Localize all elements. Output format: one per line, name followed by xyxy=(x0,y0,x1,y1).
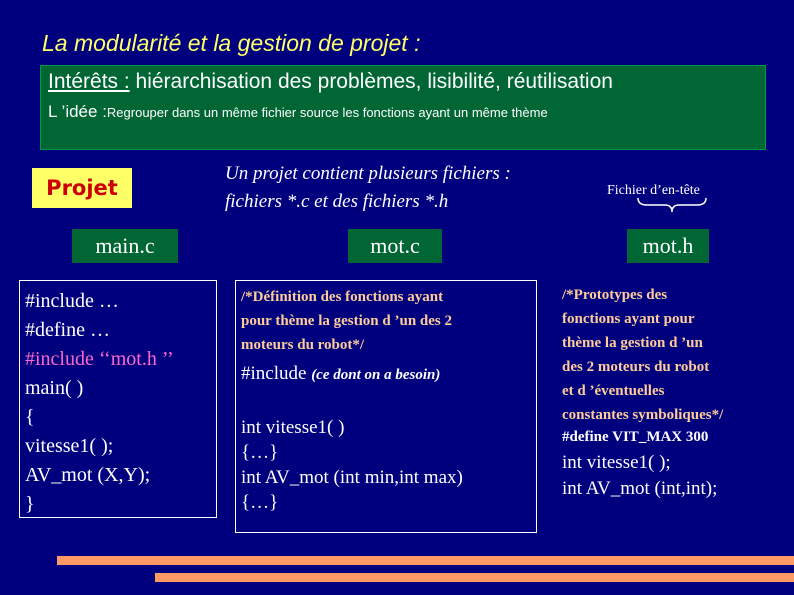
comment-line: constantes symboliques*/ xyxy=(562,407,724,423)
code-line: {…} xyxy=(241,492,279,513)
mot-c-functions xyxy=(241,415,536,515)
comment-line: et d ’éventuelles xyxy=(562,383,665,399)
comment-line: des 2 moteurs du robot xyxy=(562,359,710,375)
projet-description xyxy=(225,160,511,216)
code-line: int AV_mot (int min,int max) xyxy=(241,467,463,488)
code-line: { xyxy=(25,406,35,428)
code-line: {…} xyxy=(241,442,279,463)
code-line: vitesse1( ); xyxy=(25,435,114,457)
code-line: int AV_mot (int,int); xyxy=(562,478,718,499)
mot-h-comment xyxy=(562,283,784,427)
code-line: AV_mot (X,Y); xyxy=(25,464,151,486)
comment-line: fonctions ayant pour xyxy=(562,311,695,327)
brace-icon xyxy=(637,197,707,213)
mot-h-define: #define VIT_MAX 300 xyxy=(562,429,709,445)
include-note: (ce dont on a besoin) xyxy=(311,367,441,383)
comment-line: /*Prototypes des xyxy=(562,287,668,303)
code-line: } xyxy=(25,493,35,515)
decorative-bar xyxy=(155,573,794,582)
idee-text: Regrouper dans un même fichier source les fonctions ayant un même thème xyxy=(106,105,548,120)
mot-c-include xyxy=(241,363,536,385)
main-c-code xyxy=(19,280,217,518)
comment-line: moteurs du robot*/ xyxy=(241,337,365,353)
interets-text: hiérarchisation des problèmes, lisibilité, réutilisation xyxy=(129,70,613,93)
projet-description-line: Un projet contient plusieurs fichiers : xyxy=(225,163,511,184)
file-label-mot-c: mot.c xyxy=(348,229,442,263)
include-directive: #include xyxy=(241,363,312,384)
code-line: int vitesse1( ); xyxy=(562,452,671,473)
code-line: int vitesse1( ) xyxy=(241,417,345,438)
code-line: #include … xyxy=(25,290,119,312)
comment-line: /*Définition des fonctions ayant xyxy=(241,289,444,305)
idee-label: L ’idée : xyxy=(48,102,107,121)
idee-line xyxy=(48,102,548,122)
code-line-highlight: #include ‘‘mot.h ’’ xyxy=(25,348,174,370)
projet-description-line: fichiers *.c et des fichiers *.h xyxy=(225,191,449,212)
header-file-caption: Fichier d’en-tête xyxy=(607,183,700,198)
file-label-mot-h: mot.h xyxy=(627,229,709,263)
mot-h-code xyxy=(562,283,784,513)
file-label-main-c: main.c xyxy=(72,229,178,263)
projet-label: Projet xyxy=(32,168,132,208)
interets-label: Intérêts : xyxy=(48,70,130,93)
interets-line xyxy=(48,70,613,94)
code-line: #define … xyxy=(25,319,110,341)
comment-line: thème la gestion d ’un xyxy=(562,335,703,351)
code-line: main( ) xyxy=(25,377,84,399)
decorative-bar xyxy=(57,556,794,565)
mot-h-prototypes xyxy=(562,450,784,502)
mot-c-comment xyxy=(241,285,536,357)
mot-c-code xyxy=(235,280,537,533)
page-title: La modularité et la gestion de projet : xyxy=(42,30,421,56)
comment-line: pour thème la gestion d ’un des 2 xyxy=(241,313,452,329)
